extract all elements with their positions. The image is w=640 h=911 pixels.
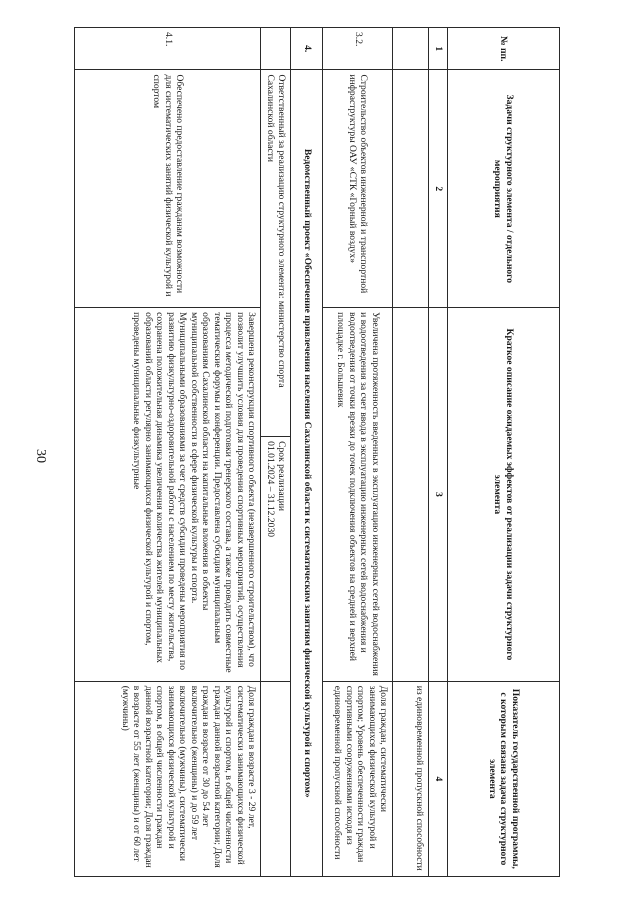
header-num: № пп. bbox=[448, 28, 560, 70]
term-label: Срок реализации bbox=[276, 441, 288, 512]
row-41-indicator: Доля граждан в возрасте 3 - 29 лет, систематически занимающихся физической культурой и спортом, в общей численности граждан данной возрастной категории; Доля граждан в возрасте от 30 до 54 лет включительно (женщины) и до 59 лет включительно (мужчины), систематически занимающихся физической культурой и спортом, в общей численности граждан данной возрастной категории; Доля граждан в возрасте от 55 лет (женщины) и от 60 лет (мужчины) bbox=[75, 681, 261, 876]
col-index-4: 4 bbox=[429, 681, 448, 876]
row-cont-effects bbox=[393, 308, 429, 682]
term-cell bbox=[262, 437, 291, 681]
page-number: 30 bbox=[33, 449, 48, 463]
row-32-effects: Увеличена протяженность введенных в эксплуатацию инженерных сетей водоснабжения и водоотведения за счет ввода в эксплуатацию инженерных сетей водоснабжения и водоотведения от точки врезки до точек подключения объектов на средней и верхней площадке г. Большевик bbox=[323, 308, 393, 682]
responsible-empty bbox=[261, 28, 291, 70]
row-41-num: 4.1. bbox=[75, 28, 261, 70]
structural-elements-table bbox=[75, 27, 561, 877]
row-41-effects: Завершена реконструкция спортивного объекта (незавершенного строительством), что позволит улучшить условия для проведения спортивных мероприятий, осуществления процесса методической подготовки тренерского состава, а также проводить совместные тематические форумы и конференции. Предоставлена субсидия муниципальным образованиям Сахалинской области на капитальные вложения в объекты муниципальной собственности в сфере физической культуры и спорта. Муниципальными образованиями за счет средств субсидии проведены мероприятия по развитию физкультурно-оздоровительной работы с населением по месту жительства, сохранена положительная динамика увеличения количества жителей муниципальных образований области регулярно занимающихся физической культурой и спортом, проведены муниципальные физкультурные bbox=[75, 308, 261, 682]
header-task: Задачи структурного элемента / отдельного мероприятия bbox=[448, 70, 560, 308]
rotated-table-sheet bbox=[80, 27, 560, 877]
table-header-row bbox=[448, 28, 560, 877]
col-index-2: 2 bbox=[429, 70, 448, 308]
column-index-row bbox=[429, 28, 448, 877]
col-index-1: 1 bbox=[429, 28, 448, 70]
section-4-title: Ведомственный проект «Обеспечение привлечения населения Сахалинской области к систематическим занятиям физической культурой и спортом» bbox=[291, 70, 323, 877]
row-cont-indicator: из единовременной пропускной способности bbox=[393, 681, 429, 876]
header-effects: Краткое описание ожидаемых эффектов от реализации задачи структурного элемента bbox=[448, 308, 560, 682]
row-32-indicator: Доля граждан, систематически занимающихся физической культурой и спортом; Уровень обеспеченности граждан спортивными сооружениями исходя из единовременной пропускной способности bbox=[323, 681, 393, 876]
row-32-task: Строительство объектов инженерной и транспортной инфраструктуры ОАУ «СТК «Горный воздух» bbox=[323, 70, 393, 308]
header-indicator: Показатель государственной программы, с которым связана задача структурного элемента bbox=[448, 681, 560, 876]
responsible-label: Ответственный за реализацию структурного элемента: министерство спорта Сахалинской области bbox=[262, 70, 291, 436]
responsible-indicator-empty bbox=[261, 681, 291, 876]
table-row bbox=[75, 28, 261, 877]
section-4-num: 4. bbox=[291, 28, 323, 70]
col-index-3: 3 bbox=[429, 308, 448, 682]
term-value: 01.01.2024 – 31.12.2030 bbox=[265, 441, 276, 538]
row-cont-num bbox=[393, 28, 429, 70]
table-row bbox=[393, 28, 429, 877]
responsible-inner bbox=[262, 70, 291, 680]
table-row bbox=[323, 28, 393, 877]
section-row bbox=[291, 28, 323, 877]
row-41-task: Обеспечено предоставление гражданам возможности для систематических занятий физической культурой и спортом bbox=[75, 70, 261, 308]
responsible-cell bbox=[261, 70, 291, 681]
row-cont-task bbox=[393, 70, 429, 308]
responsible-row bbox=[261, 28, 291, 877]
row-32-num: 3.2. bbox=[323, 28, 393, 70]
